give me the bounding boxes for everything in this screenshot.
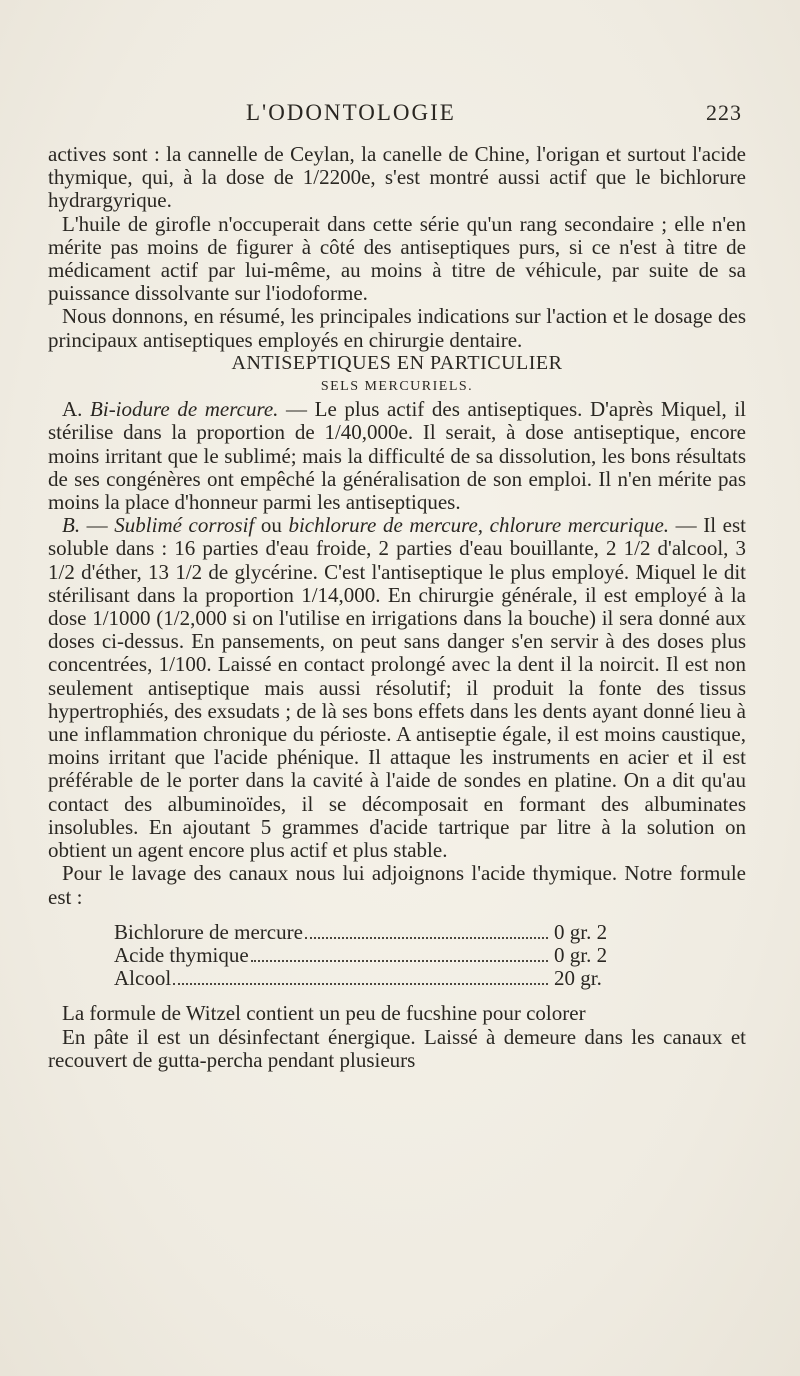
item-b-letter: B. (62, 513, 81, 538)
item-b-ou: ou (254, 513, 289, 538)
item-b-text: — Il est soluble dans : 16 parties d'eau froide, 2 parties d'eau bouillante, 2 1/2 d'alcool, 3 1/2 d'éther, 13 1/2 de glycérine. C'est l'antiseptique le plus employé. Miquel le dit stérilisant dans la proportion 1/14,000. En chirurgie générale, il est employé à la dose 1/1000 (1/2,000 si on l'utilise en irrigations dans la bouche) il sera donné aux doses ci-dessus. En pansements, on peut sans danger s'en servir à des doses plus concentrées, 1/100. Laissé en contact prolongé avec la dent il la noircit. Il est non seulement antiseptique mais aussi résolutif; il produit la fonte des tissus hypertrophiés, des exsudats ; de là ses bons effets dans les dents ayant donné lieu à une inflammation chronique du périoste. A antiseptie égale, il est moins caustique, moins irritant que l'acide phénique. Il attaque les instruments en acier et il est préférable de le porter dans la cavité à l'aide de sondes en platine. On a dit qu'au contact des albuminoïdes, il se décomposait en formant des albuminates insolubles. En ajoutant 5 grammes d'acide tartrique par litre à la solution on obtient un agent encore plus actif et plus stable. (48, 513, 746, 863)
item-b-name-2: bichlorure de mercure, chlorure mercurique. (288, 513, 670, 538)
paragraph-2: L'huile de girofle n'occuperait dans cette série qu'un rang secondaire ; elle n'en mérite pas moins de figurer à côté des antiseptiques purs, si ce n'est à titre de médicament actif par lui-même, au moins à titre de véhicule, par suite de sa puissance dissolvante sur l'iodoforme. (48, 211, 746, 306)
section-title: ANTISEPTIQUES EN PARTICULIER (231, 351, 563, 374)
page-number: 223 (706, 100, 742, 125)
paragraph-1: actives sont : la cannelle de Ceylan, la canelle de Chine, l'origan et surtout l'acide thymique, qui, à la dose de 1/2200e, s'est montré aussi actif que le bichlorure hydrargyrique. (48, 142, 746, 213)
leader-dots (305, 937, 548, 939)
paragraph-witzel: La formule de Witzel contient un peu de fucshine pour colorer (62, 1001, 586, 1026)
formula-row (114, 944, 634, 967)
leader-dots (173, 983, 548, 985)
section-subtitle: SELS MERCURIELS. (320, 379, 474, 395)
page-body (48, 143, 746, 1072)
formula-quantity: 0 gr. 2 (554, 919, 608, 944)
formula-quantity: 0 gr. 2 (554, 942, 608, 967)
item-a-paragraph (48, 398, 746, 514)
running-title: L'ODONTOLOGIE (246, 100, 456, 125)
paragraph-pate: En pâte il est un désinfectant énergique. Laissé à demeure dans les canaux et recouvert de gutta-percha pendant plusieurs (48, 1024, 746, 1072)
paragraph-3: Nous donnons, en résumé, les principales indications sur l'action et le dosage des principaux antiseptiques employés en chirurgie dentaire. (48, 304, 746, 352)
item-b-paragraph (48, 514, 746, 862)
formula-intro: Pour le lavage des canaux nous lui adjoignons l'acide thymique. Notre formule est : (48, 861, 746, 909)
leader-dots (251, 960, 548, 962)
formula-ingredient: Bichlorure de mercure (114, 919, 303, 944)
formula-table (114, 921, 634, 991)
item-a-text: — Le plus actif des antiseptiques. D'après Miquel, il stérilise dans la proportion de 1/40,000e. Il serait, à dose antiseptique, encore moins irritant que le sublimé; mais la difficulté de sa dissolution, les bons résultats de ses congénères ont empêché la généralisation de son emploi. Il n'en mérite pas moins la place d'honneur parmi les antiseptiques. (48, 397, 746, 515)
item-b-dash: — (80, 513, 115, 538)
item-b-name-1: Sublimé corrosif (114, 513, 255, 538)
formula-quantity: 20 gr. (554, 966, 602, 991)
formula-ingredient: Acide thymique (114, 942, 249, 967)
item-a-letter: A. (62, 397, 83, 422)
item-a-name: Bi-iodure de mercure. (90, 397, 279, 422)
formula-ingredient: Alcool (114, 966, 172, 991)
formula-row (114, 967, 634, 990)
formula-row (114, 921, 634, 944)
page-header (60, 100, 742, 134)
